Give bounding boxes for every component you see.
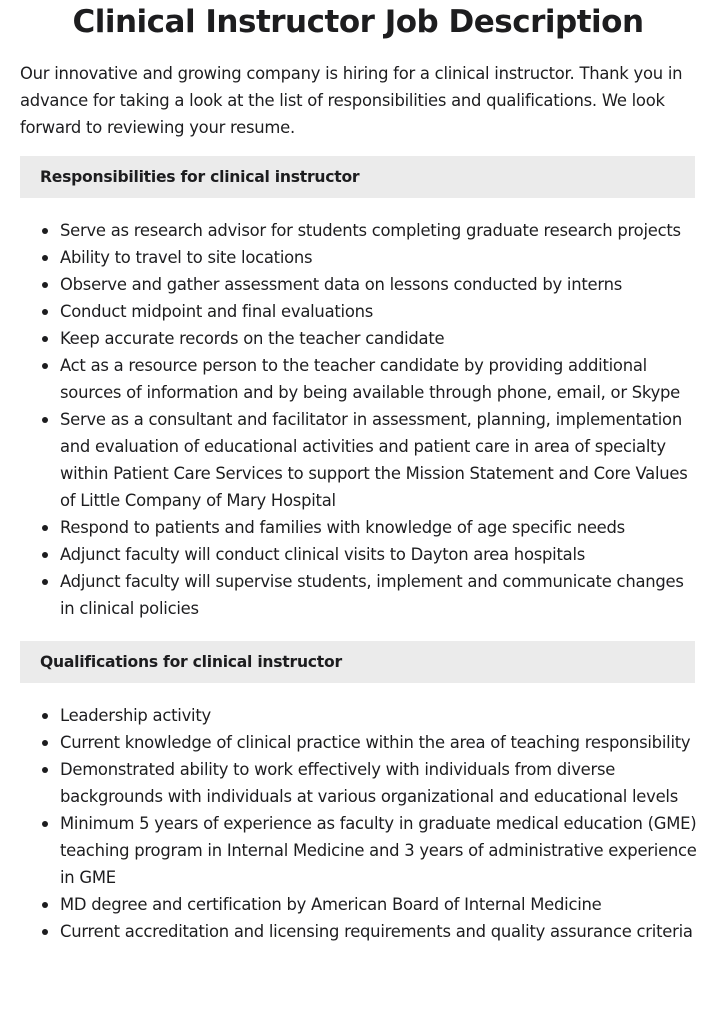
qualifications-heading: Qualifications for clinical instructor [20, 641, 695, 683]
list-item: MD degree and certification by American Board of Internal Medicine [20, 891, 700, 918]
intro-paragraph: Our innovative and growing company is hiring for a clinical instructor. Thank you in advance for taking a look at the list of responsibilities and qualifications. We look forward to reviewing your resume. [20, 64, 683, 137]
responsibilities-heading: Responsibilities for clinical instructor [20, 156, 695, 198]
list-item: Serve as research advisor for students completing graduate research projects [20, 217, 700, 244]
list-item: Keep accurate records on the teacher candidate [20, 325, 700, 352]
list-item: Observe and gather assessment data on lessons conducted by interns [20, 271, 700, 298]
list-item: Adjunct faculty will conduct clinical visits to Dayton area hospitals [20, 541, 700, 568]
list-item: Adjunct faculty will supervise students, implement and communicate changes in clinical policies [20, 568, 700, 622]
list-item: Demonstrated ability to work effectively with individuals from diverse backgrounds with individuals at various organizational and educational levels [20, 756, 700, 810]
list-item: Minimum 5 years of experience as faculty in graduate medical education (GME) teaching program in Internal Medicine and 3 years of administrative experience in GME [20, 810, 700, 891]
list-item: Respond to patients and families with knowledge of age specific needs [20, 514, 700, 541]
list-item: Current accreditation and licensing requirements and quality assurance criteria [20, 918, 700, 945]
list-item: Ability to travel to site locations [20, 244, 700, 271]
qualifications-list [20, 702, 700, 945]
responsibilities-list [20, 217, 700, 622]
list-item: Serve as a consultant and facilitator in assessment, planning, implementation and evaluation of educational activities and patient care in area of specialty within Patient Care Services to support the Mission Statement and Core Values of Little Company of Mary Hospital [20, 406, 700, 514]
list-item: Leadership activity [20, 702, 700, 729]
list-item: Conduct midpoint and final evaluations [20, 298, 700, 325]
list-item: Current knowledge of clinical practice within the area of teaching responsibility [20, 729, 700, 756]
page-title: Clinical Instructor Job Description [72, 4, 644, 40]
list-item: Act as a resource person to the teacher candidate by providing additional sources of information and by being available through phone, email, or Skype [20, 352, 700, 406]
